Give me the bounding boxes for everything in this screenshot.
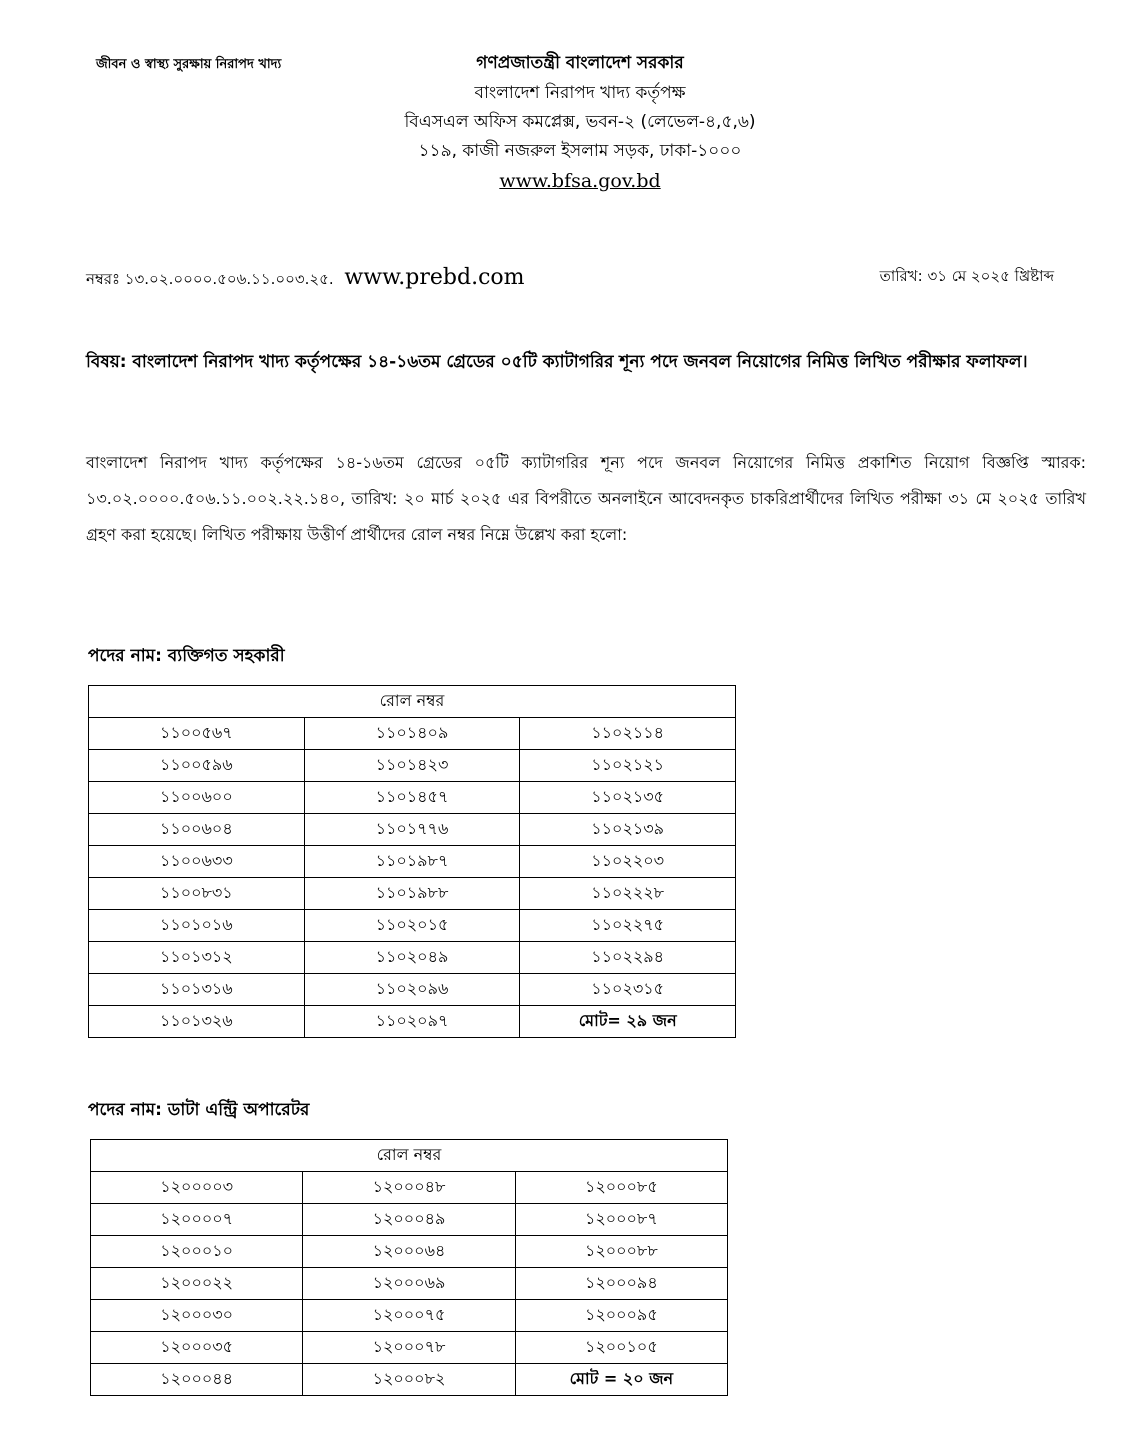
- roll-number-cell: ১১০২০৪৯: [304, 942, 520, 974]
- roll-number-cell: ১২০০০৯৪: [515, 1268, 727, 1300]
- roll-number-cell: ১১০২২২৮: [520, 878, 736, 910]
- roll-table-body: [89, 718, 736, 1038]
- roll-number-cell: ১২০০০০৩: [91, 1172, 303, 1204]
- roll-number-cell: ১২০০০৩০: [91, 1300, 303, 1332]
- roll-number-cell: ১২০০১০৫: [515, 1332, 727, 1364]
- roll-number-cell: ১১০২২০৩: [520, 846, 736, 878]
- roll-number-cell: ১১০১৩২৬: [89, 1006, 305, 1038]
- roll-number-cell: ১১০২৩১৫: [520, 974, 736, 1006]
- roll-number-cell: ১১০১০১৬: [89, 910, 305, 942]
- roll-number-cell: ১২০০০৯৫: [515, 1300, 727, 1332]
- table-row: [91, 1300, 728, 1332]
- table-row: [91, 1236, 728, 1268]
- roll-number-cell: ১২০০০৩৫: [91, 1332, 303, 1364]
- memo-number: নম্বরঃ ১৩.০২.০০০০.৫০৬.১১.০০৩.২৫.: [86, 270, 334, 288]
- roll-number-cell: ১১০১৪০৯: [304, 718, 520, 750]
- table-row: [89, 782, 736, 814]
- government-name: গণপ্রজাতন্ত্রী বাংলাদেশ সরকার: [476, 53, 684, 73]
- roll-number-cell: ১২০০০৬৪: [303, 1236, 515, 1268]
- table-row: [89, 974, 736, 1006]
- roll-number-cell: ১২০০০২২: [91, 1268, 303, 1300]
- roll-number-cell: ১২০০০৪৪: [91, 1364, 303, 1396]
- table-row: [91, 1332, 728, 1364]
- roll-number-cell: ১১০১৯৮৭: [304, 846, 520, 878]
- table-row: [89, 750, 736, 782]
- roll-number-cell: ১২০০০৮৮: [515, 1236, 727, 1268]
- roll-number-cell: ১১০০৮৩১: [89, 878, 305, 910]
- website-link[interactable]: www.bfsa.gov.bd: [499, 170, 661, 192]
- table-row: [89, 942, 736, 974]
- roll-number-cell: ১১০২১১৪: [520, 718, 736, 750]
- header-slogan: জীবন ও স্বাস্থ্য সুরক্ষায় নিরাপদ খাদ্য: [96, 57, 282, 72]
- roll-number-cell: ১১০২২৯৪: [520, 942, 736, 974]
- roll-number-cell: ১২০০০১০: [91, 1236, 303, 1268]
- roll-number-cell: ১১০১৪৫৭: [304, 782, 520, 814]
- roll-number-cell: ১২০০০৮৫: [515, 1172, 727, 1204]
- roll-number-cell: ১২০০০০৭: [91, 1204, 303, 1236]
- authority-name: বাংলাদেশ নিরাপদ খাদ্য কর্তৃপক্ষ: [474, 83, 686, 103]
- table-row: [91, 1204, 728, 1236]
- table-row: [91, 1172, 728, 1204]
- table-row: [89, 1006, 736, 1038]
- roll-number-cell: ১২০০০৪৮: [303, 1172, 515, 1204]
- roll-number-cell: ১২০০০৭৫: [303, 1300, 515, 1332]
- post-title-data-entry-operator: পদের নাম: ডাটা এন্ট্রি অপারেটর: [88, 1100, 310, 1120]
- memo-date: তারিখ: ৩১ মে ২০২৫ খ্রিষ্টাব্দ: [879, 267, 1054, 285]
- table-row: [89, 814, 736, 846]
- roll-number-cell: ১১০১৯৮৮: [304, 878, 520, 910]
- roll-number-cell: ১২০০০৭৮: [303, 1332, 515, 1364]
- roll-table-body: [91, 1172, 728, 1396]
- total-count: মোট= ২৯ জন: [520, 1006, 736, 1038]
- roll-number-cell: ১১০২১৩৯: [520, 814, 736, 846]
- roll-number-cell: ১২০০০৪৯: [303, 1204, 515, 1236]
- roll-number-cell: ১১০২১৩৫: [520, 782, 736, 814]
- table-header: রোল নম্বর: [91, 1140, 728, 1172]
- roll-number-cell: ১১০০৬০০: [89, 782, 305, 814]
- address-line-1: বিএসএল অফিস কমপ্লেক্স, ভবন-২ (লেভেল-৪,৫,৬): [404, 112, 756, 132]
- roll-number-cell: ১২০০০৬৯: [303, 1268, 515, 1300]
- roll-number-cell: ১১০১৩১৬: [89, 974, 305, 1006]
- roll-number-cell: ১১০২১২১: [520, 750, 736, 782]
- roll-number-cell: ১১০২০১৫: [304, 910, 520, 942]
- post-title-personal-assistant: পদের নাম: ব্যক্তিগত সহকারী: [88, 646, 285, 666]
- memo-number-line: [86, 265, 525, 293]
- address-line-2: ১১৯, কাজী নজরুল ইসলাম সড়ক, ঢাকা-১০০০: [418, 141, 742, 161]
- roll-table-data-entry-operator: [90, 1139, 728, 1396]
- table-header: রোল নম্বর: [89, 686, 736, 718]
- roll-number-cell: ১১০০৬০৪: [89, 814, 305, 846]
- table-row: [89, 910, 736, 942]
- roll-number-cell: ১১০০৬৩৩: [89, 846, 305, 878]
- total-count: মোট = ২০ জন: [515, 1364, 727, 1396]
- table-row: [91, 1268, 728, 1300]
- table-row: [89, 718, 736, 750]
- roll-number-cell: ১১০১৪২৩: [304, 750, 520, 782]
- roll-number-cell: ১১০২২৭৫: [520, 910, 736, 942]
- table-row: [89, 878, 736, 910]
- roll-number-cell: ১১০১৩১২: [89, 942, 305, 974]
- roll-number-cell: ১১০১৭৭৬: [304, 814, 520, 846]
- roll-number-cell: ১১০২০৯৬: [304, 974, 520, 1006]
- roll-number-cell: ১১০০৫৬৭: [89, 718, 305, 750]
- table-row: [89, 846, 736, 878]
- body-paragraph: বাংলাদেশ নিরাপদ খাদ্য কর্তৃপক্ষের ১৪-১৬তম গ্রেডের ০৫টি ক্যাটাগরির শূন্য পদে জনবল নিয়োগের নিমিত্ত প্রকাশিত নিয়োগ বিজ্ঞপ্তি স্মারক: ১৩.০২.০০০০.৫০৬.১১.০০২.২২.১৪০, তারিখ: ২০ মার্চ ২০২৫ এর বিপরীতে অনলাইনে আবেদনকৃত চাকরিপ্রার্থীদের লিখিত পরীক্ষা ৩১ মে ২০২৫ তারিখ গ্রহণ করা হয়েছে। লিখিত পরীক্ষায় উত্তীর্ণ প্রার্থীদের রোল নম্বর নিম্নে উল্লেখ করা হলো:: [86, 453, 1086, 544]
- table-row: [91, 1364, 728, 1396]
- watermark-text: www.prebd.com: [344, 265, 525, 290]
- roll-table-personal-assistant: [88, 685, 736, 1038]
- subject-line: বিষয়: বাংলাদেশ নিরাপদ খাদ্য কর্তৃপক্ষের ১৪-১৬তম গ্রেডের ০৫টি ক্যাটাগরির শূন্য পদে জনবল নিয়োগের নিমিত্ত লিখিত পরীক্ষার ফলাফল।: [86, 352, 1028, 372]
- roll-number-cell: ১২০০০৮২: [303, 1364, 515, 1396]
- roll-number-cell: ১১০২০৯৭: [304, 1006, 520, 1038]
- roll-number-cell: ১২০০০৮৭: [515, 1204, 727, 1236]
- roll-number-cell: ১১০০৫৯৬: [89, 750, 305, 782]
